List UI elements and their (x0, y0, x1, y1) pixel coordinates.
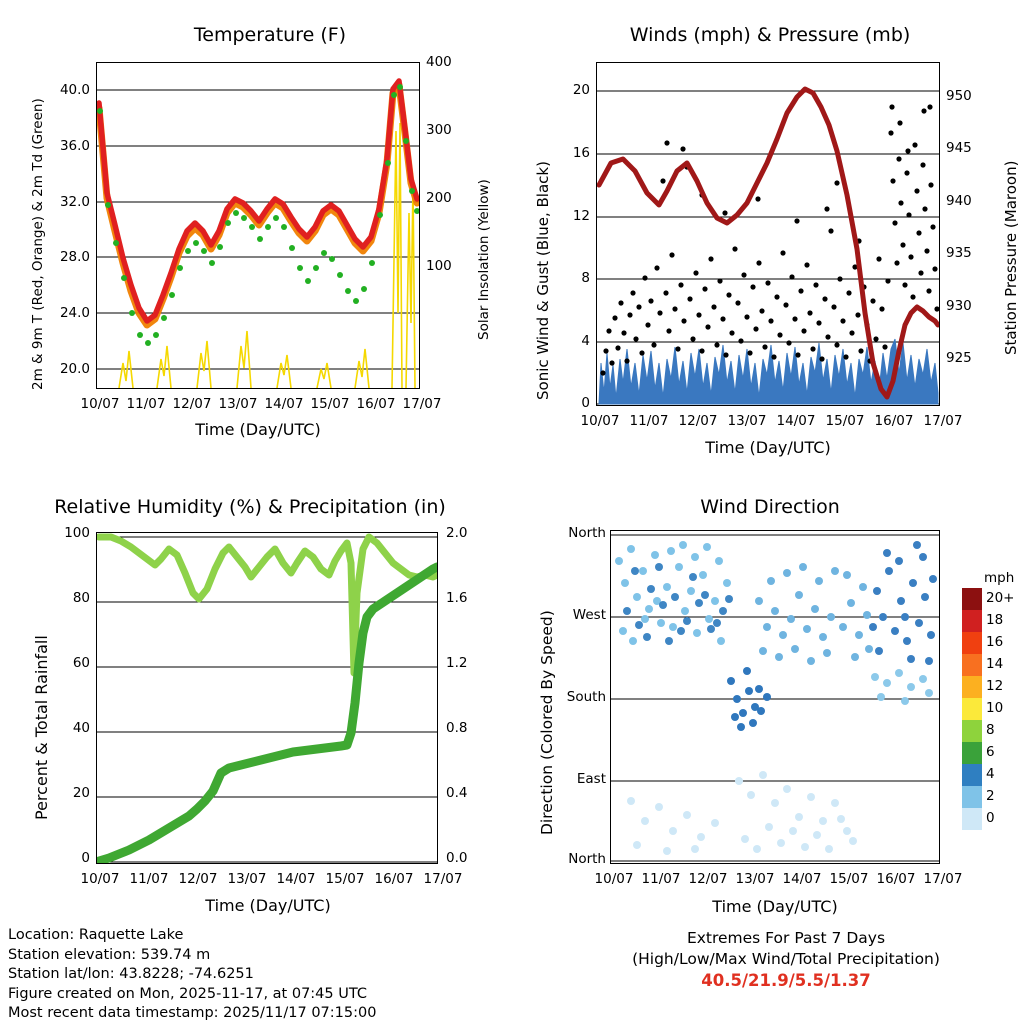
temperature-yaxis-label: 2m & 9m T (Red, Orange) & 2m Td (Green) (30, 98, 46, 390)
winds-ytick-right: 950 (946, 88, 972, 104)
humidity-ytick: 40 (72, 720, 90, 736)
winds-yaxis-label: Sonic Wind & Gust (Blue, Black) (534, 161, 552, 400)
colorbar-label: 2 (986, 788, 995, 804)
colorbar-swatch (962, 610, 982, 632)
humidity-ytick-right: 0.0 (446, 850, 468, 866)
humidity-chart-svg (97, 533, 437, 863)
winddirection-xaxis-label: Time (Day/UTC) (712, 897, 838, 916)
winds-xtick: 14/07 (776, 413, 816, 429)
temperature-ytick: 36.0 (59, 138, 90, 154)
humidity-xtick: 12/07 (178, 871, 218, 887)
humidity-xtick: 10/07 (80, 871, 120, 887)
humidity-xtick: 15/07 (325, 871, 365, 887)
colorbar-label: 16 (986, 634, 1004, 650)
winddirection-ytick: South (566, 689, 606, 705)
winddirection-ytick: North (568, 851, 606, 867)
winds-xaxis-label: Time (Day/UTC) (705, 438, 831, 457)
winddirection-ytick: East (576, 771, 606, 787)
winds-ytick: 4 (581, 333, 590, 349)
temperature-plot-area (96, 62, 420, 389)
temperature-ytick: 32.0 (59, 194, 90, 210)
temperature-ytick: 24.0 (59, 305, 90, 321)
winds-xtick: 17/07 (923, 413, 963, 429)
winddirection-xtick: 11/07 (641, 871, 681, 887)
station-metadata (8, 926, 376, 1024)
temperature-xaxis-label: Time (Day/UTC) (195, 420, 321, 439)
winds-yaxis-right-label: Station Pressure (Maroon) (1002, 160, 1020, 355)
humidity-ytick-right: 1.6 (446, 590, 468, 606)
temperature-yaxis-right-label: Solar Insolation (Yellow) (476, 179, 492, 340)
humidity-ytick-right: 1.2 (446, 655, 468, 671)
winds-xtick: 16/07 (874, 413, 914, 429)
winds-ytick: 16 (572, 145, 590, 161)
winddirection-plot-area (610, 530, 940, 864)
humidity-ytick: 100 (64, 525, 90, 541)
colorbar-label: 0 (986, 810, 995, 826)
temperature-chart-svg (97, 63, 419, 388)
temperature-ytick: 40.0 (59, 82, 90, 98)
colorbar-swatch (962, 742, 982, 764)
humidity-xtick: 16/07 (374, 871, 414, 887)
humidity-ytick-right: 0.8 (446, 720, 468, 736)
colorbar-swatch (962, 588, 982, 610)
winds-ytick-right: 945 (946, 140, 972, 156)
colorbar-label: 20+ (986, 590, 1015, 606)
winds-ytick: 0 (581, 395, 590, 411)
colorbar-swatch (962, 808, 982, 830)
winds-chart-svg (597, 63, 939, 405)
colorbar-label: 6 (986, 744, 995, 760)
humidity-ytick-right: 0.4 (446, 785, 468, 801)
winds-ytick-right: 940 (946, 193, 972, 209)
metadata-line: Station lat/lon: 43.8228; -74.6251 (8, 966, 254, 982)
colorbar-label: 8 (986, 722, 995, 738)
temperature-ytick-right: 100 (426, 258, 452, 274)
humidity-ytick-right: 2.0 (446, 525, 468, 541)
colorbar-swatch (962, 676, 982, 698)
colorbar-swatch (962, 720, 982, 742)
panel-temperature-title: Temperature (F) (193, 24, 347, 46)
temperature-ytick-right: 300 (426, 122, 452, 138)
temperature-ytick: 28.0 (59, 249, 90, 265)
extremes-subtitle: (High/Low/Max Wind/Total Precipitation) (632, 950, 940, 968)
temperature-xtick: 17/07 (402, 396, 442, 412)
humidity-xtick: 11/07 (129, 871, 169, 887)
temperature-ytick: 20.0 (59, 361, 90, 377)
colorbar-label: 12 (986, 678, 1004, 694)
winddirection-yaxis-label: Direction (Colored By Speed) (538, 610, 556, 835)
winddirection-ytick: West (572, 607, 606, 623)
winddirection-xtick: 12/07 (688, 871, 728, 887)
temperature-xtick: 11/07 (126, 396, 166, 412)
temperature-xtick: 16/07 (356, 396, 396, 412)
temperature-xtick: 14/07 (264, 396, 304, 412)
temperature-xtick: 10/07 (80, 396, 120, 412)
winds-xtick: 11/07 (629, 413, 669, 429)
winds-ytick-right: 925 (946, 350, 972, 366)
winds-xtick: 12/07 (678, 413, 718, 429)
temperature-xtick: 13/07 (218, 396, 258, 412)
colorbar-swatch (962, 698, 982, 720)
winds-xtick: 10/07 (580, 413, 620, 429)
humidity-ytick: 0 (81, 850, 90, 866)
humidity-ytick: 60 (72, 655, 90, 671)
colorbar-label: 4 (986, 766, 995, 782)
panel-humidity-title: Relative Humidity (%) & Precipitation (in) (54, 496, 446, 518)
metadata-line: Most recent data timestamp: 2025/11/17 07:15:00 (8, 1005, 377, 1021)
panel-winds-title: Winds (mph) & Pressure (mb) (629, 24, 911, 46)
colorbar-swatch (962, 632, 982, 654)
colorbar-label: 14 (986, 656, 1004, 672)
extremes-value: 40.5/21.9/5.5/1.37 (701, 971, 871, 990)
extremes-title: Extremes For Past 7 Days (686, 929, 886, 947)
extremes-summary (586, 928, 986, 991)
colorbar-swatch (962, 654, 982, 676)
humidity-ytick: 20 (72, 785, 90, 801)
winds-ytick-right: 930 (946, 298, 972, 314)
humidity-ytick: 80 (72, 590, 90, 606)
temperature-xtick: 15/07 (310, 396, 350, 412)
winddirection-xtick: 10/07 (594, 871, 634, 887)
winds-ytick: 20 (572, 82, 590, 98)
winddirection-xtick: 16/07 (876, 871, 916, 887)
winddirection-xtick: 17/07 (923, 871, 963, 887)
colorbar-swatch (962, 764, 982, 786)
humidity-yaxis-label: Percent & Total Rainfall (32, 635, 51, 820)
winds-ytick: 12 (572, 208, 590, 224)
winds-xtick: 13/07 (727, 413, 767, 429)
humidity-xtick: 13/07 (227, 871, 267, 887)
winds-plot-area (596, 62, 940, 406)
temperature-ytick-right: 200 (426, 190, 452, 206)
winddirection-xtick: 14/07 (782, 871, 822, 887)
winds-ytick-right: 935 (946, 245, 972, 261)
humidity-plot-area (96, 532, 438, 864)
winddirection-xtick: 15/07 (829, 871, 869, 887)
temperature-ytick-right: 400 (426, 54, 452, 70)
colorbar-swatch (962, 786, 982, 808)
winddirection-xtick: 13/07 (735, 871, 775, 887)
panel-winddirection-title: Wind Direction (700, 496, 840, 518)
winddirection-ytick: North (568, 525, 606, 541)
metadata-line: Station elevation: 539.74 m (8, 946, 211, 963)
winds-ytick: 8 (581, 270, 590, 286)
metadata-line: Location: Raquette Lake (8, 927, 184, 943)
colorbar-label: 18 (986, 612, 1004, 628)
metadata-line: Figure created on Mon, 2025-11-17, at 07:45 UTC (8, 985, 367, 1002)
colorbar-label: 10 (986, 700, 1004, 716)
humidity-xtick: 14/07 (276, 871, 316, 887)
temperature-xtick: 12/07 (172, 396, 212, 412)
winds-xtick: 15/07 (825, 413, 865, 429)
humidity-xaxis-label: Time (Day/UTC) (205, 896, 331, 915)
colorbar-title: mph (984, 570, 1015, 586)
humidity-xtick: 17/07 (423, 871, 463, 887)
winddirection-chart-svg (611, 531, 939, 863)
